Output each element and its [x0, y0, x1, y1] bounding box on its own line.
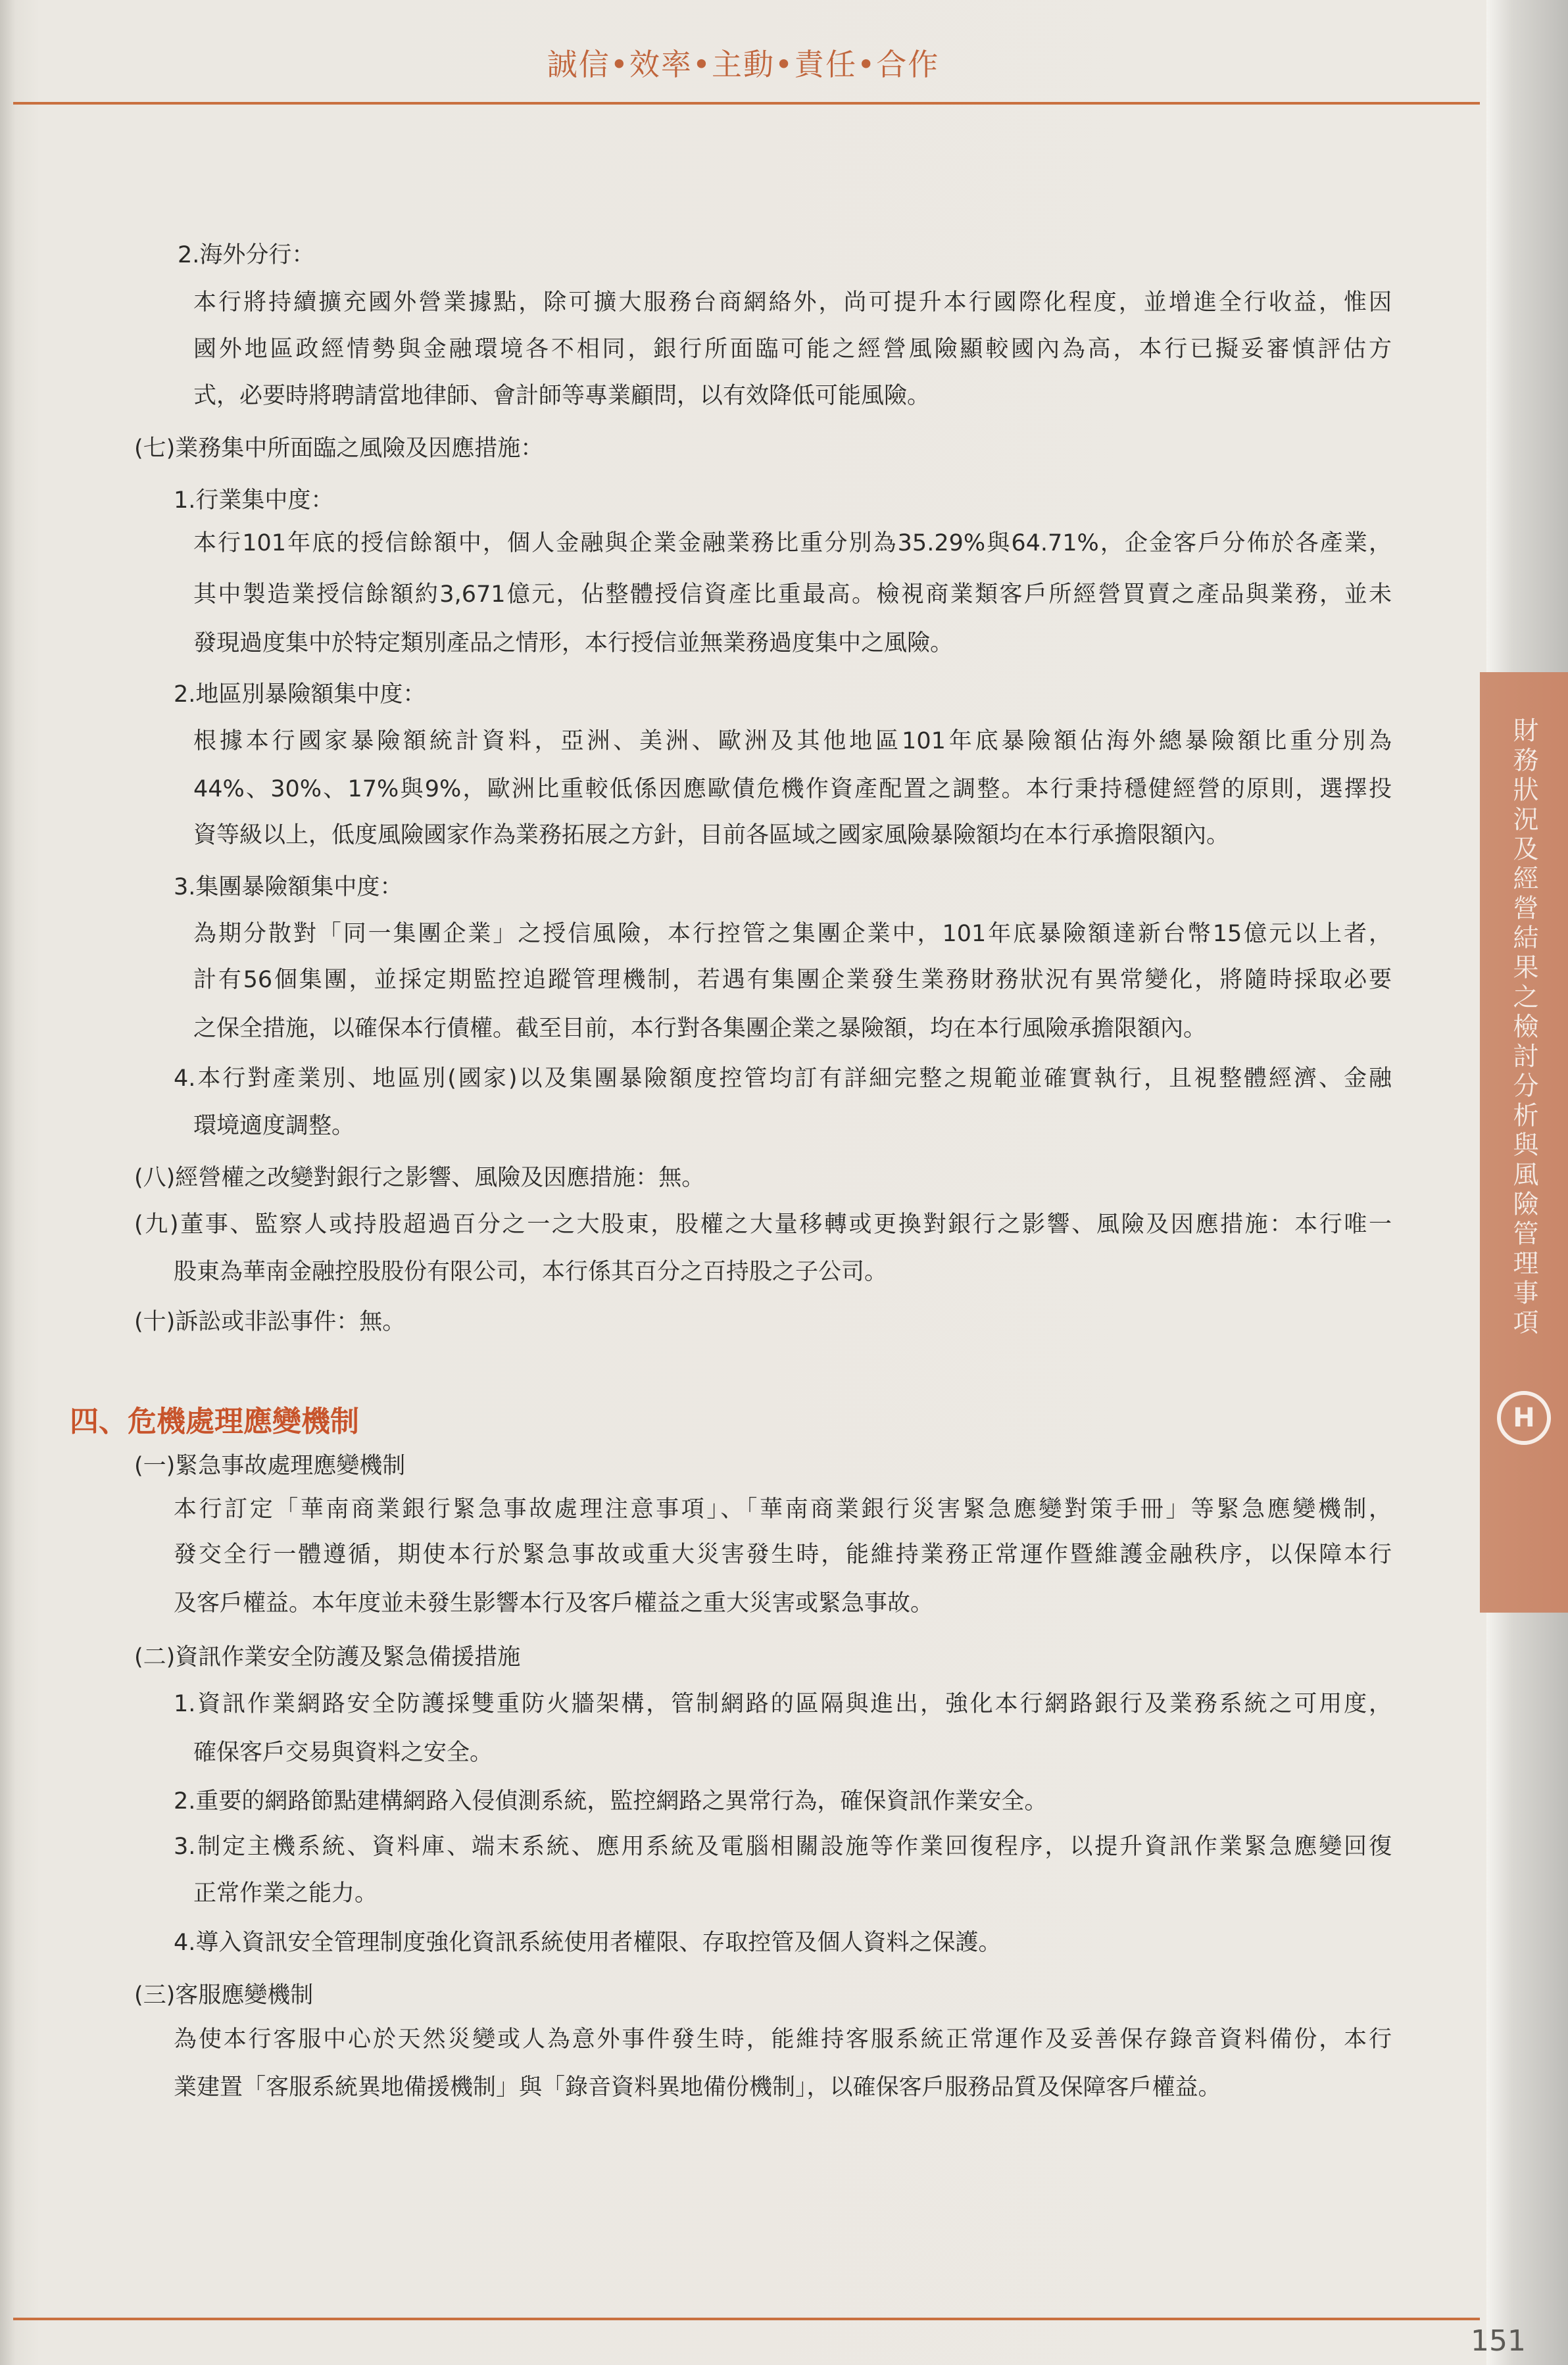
bank-logo-icon: H — [1497, 1391, 1551, 1445]
section-heading: (三)客服應變機制 — [134, 1982, 314, 2009]
paragraph-line: 1.資訊作業網路安全防護採雙重防火牆架構，管制網路的區隔與進出，強化本行網路銀行及業務系統之可用度， — [174, 1691, 1392, 1717]
paragraph-line: 其中製造業授信餘額約3,671億元，佔整體授信資產比重最高。檢視商業類客戶所經營買賣之產品與業務，並未 — [193, 581, 1392, 608]
paragraph-line: 確保客戶交易與資料之安全。 — [193, 1740, 493, 1766]
page-number: 151 — [1471, 2324, 1526, 2358]
paragraph-line: 國外地區政經情勢與金融環境各不相同，銀行所面臨可能之經營風險顯較國內為高，本行已擬妥審慎評估方 — [193, 336, 1392, 362]
header-divider — [13, 102, 1480, 105]
paragraph-line: 本行訂定「華南商業銀行緊急事故處理注意事項」、「華南商業銀行災害緊急應變對策手冊」等緊急應變機制， — [174, 1496, 1392, 1523]
subheading: 2.海外分行： — [178, 242, 315, 268]
section-heading: (七)業務集中所面臨之風險及因應措施： — [134, 435, 544, 462]
section-heading: (九)董事、監察人或持股超過百分之一之大股東，股權之大量移轉或更換對銀行之影響、風險及因應措施：本行唯一 — [134, 1211, 1392, 1238]
chapter-title-vertical: 財務狀況及經營結果之檢討分析與風險管理事項 — [1509, 717, 1538, 1338]
paragraph-line: 4.本行對產業別、地區別(國家)以及集團暴險額度控管均訂有詳細完整之規範並確實執行，且視整體經濟、金融 — [174, 1065, 1392, 1092]
paragraph-line: 股東為華南金融控股股份有限公司，本行係其百分之百持股之子公司。 — [174, 1259, 888, 1285]
paragraph-line: 及客戶權益。本年度並未發生影響本行及客戶權益之重大災害或緊急事故。 — [174, 1590, 934, 1617]
paragraph-line: 3.制定主機系統、資料庫、端末系統、應用系統及電腦相關設施等作業回復程序，以提升資訊作業緊急應變回復 — [174, 1834, 1392, 1860]
paragraph-line: 之保全措施，以確保本行債權。截至目前，本行對各集團企業之暴險額，均在本行風險承擔限額內。 — [193, 1015, 1207, 1042]
paragraph-line: 根據本行國家暴險額統計資料，亞洲、美洲、歐洲及其他地區101年底暴險額佔海外總暴險額比重分別為 — [193, 728, 1392, 754]
paragraph-line: 為使本行客服中心於天然災變或人為意外事件發生時，能維持客服系統正常運作及妥善保存錄音資料備份，本行 — [174, 2026, 1392, 2053]
paragraph-line: 44%、30%、17%與9%，歐洲比重較低係因應歐債危機作資產配置之調整。本行秉持穩健經營的原則，選擇投 — [193, 776, 1392, 802]
paragraph-line: 4.導入資訊安全管理制度強化資訊系統使用者權限、存取控管及個人資料之保護。 — [174, 1930, 1002, 1956]
section-heading: (八)經營權之改變對銀行之影響、風險及因應措施：無。 — [134, 1165, 705, 1191]
subheading: 3.集團暴險額集中度： — [174, 874, 403, 900]
paragraph-line: 計有56個集團，並採定期監控追蹤管理機制，若遇有集團企業發生業務財務狀況有異常變化，將隨時採取必要 — [193, 967, 1392, 993]
paragraph-line: 本行將持續擴充國外營業據點，除可擴大服務台商網絡外，尚可提升本行國際化程度，並增進全行收益，惟因 — [193, 289, 1392, 316]
paragraph-line: 環境適度調整。 — [193, 1113, 355, 1139]
paragraph-line: 正常作業之能力。 — [193, 1880, 378, 1907]
section-heading: (十)訴訟或非訟事件：無。 — [134, 1309, 406, 1335]
footer-divider — [13, 2318, 1480, 2320]
paragraph-line: 本行101年底的授信餘額中，個人金融與企業金融業務比重分別為35.29%與64.71%，企金客戶分佈於各產業， — [193, 530, 1392, 556]
paragraph-line: 資等級以上，低度風險國家作為業務拓展之方針，目前各區域之國家風險暴險額均在本行承擔限額內。 — [193, 822, 1230, 848]
subheading: 2.地區別暴險額集中度： — [174, 681, 426, 708]
paragraph-line: 業建置「客服系統異地備援機制」與「錄音資料異地備份機制」，以確保客戶服務品質及保障客戶權益。 — [174, 2074, 1221, 2101]
paragraph-line: 式，必要時將聘請當地律師、會計師等專業顧問，以有效降低可能風險。 — [193, 383, 931, 409]
section-heading: (二)資訊作業安全防護及緊急備援措施 — [134, 1644, 521, 1670]
paragraph-line: 2.重要的網路節點建構網路入侵偵測系統，監控網路之異常行為，確保資訊作業安全。 — [174, 1788, 1048, 1815]
paragraph-line: 發現過度集中於特定類別產品之情形，本行授信並無業務過度集中之風險。 — [193, 630, 954, 656]
section-heading: (一)緊急事故處理應變機制 — [134, 1453, 406, 1479]
subheading: 1.行業集中度： — [174, 487, 334, 514]
paragraph-line: 為期分散對「同一集團企業」之授信風險，本行控管之集團企業中，101年底暴險額達新台幣15億元以上者， — [193, 921, 1392, 947]
chapter-heading: 四、危機處理應變機制 — [70, 1405, 359, 1438]
header-motto: 誠信•效率•主動•責任•合作 — [547, 47, 940, 82]
paragraph-line: 發交全行一體遵循，期使本行於緊急事故或重大災害發生時，能維持業務正常運作暨維護金融秩序，以保障本行 — [174, 1542, 1392, 1568]
